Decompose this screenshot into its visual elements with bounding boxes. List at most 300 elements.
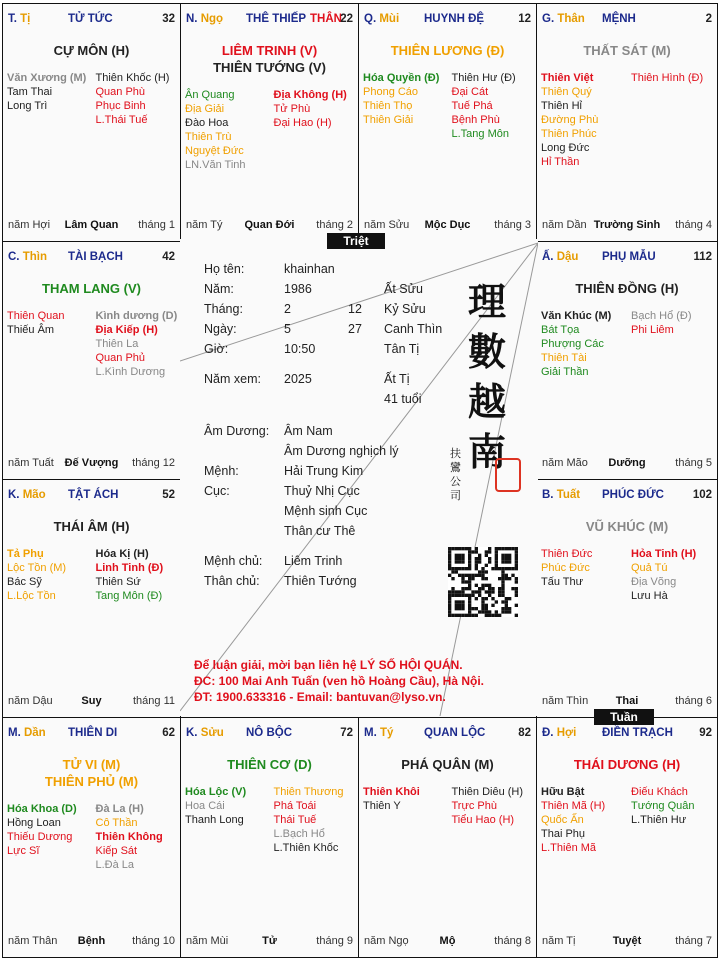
branch-name: Ngọ xyxy=(200,13,224,25)
trang-sinh-phase: Bệnh xyxy=(77,935,106,947)
main-star: VŨ KHÚC (M) xyxy=(585,519,669,534)
minor-star: Đường Phù xyxy=(541,114,599,126)
palace-cell-than[interactable] xyxy=(536,3,718,242)
main-stars xyxy=(181,42,358,76)
minor-star: Thiên Thọ xyxy=(363,100,413,112)
can-chi-value: Canh Thìn xyxy=(384,322,443,336)
info-value: Âm Nam xyxy=(284,424,333,438)
nguyet-han-month: tháng 11 xyxy=(132,695,175,707)
minor-star: Tướng Quân xyxy=(631,800,695,812)
palace-cell-ti[interactable] xyxy=(2,3,181,242)
minor-star: Thiên Quan xyxy=(7,310,65,322)
tieu-han-year: năm Dậu xyxy=(8,695,53,707)
minor-star: Phượng Các xyxy=(541,338,604,350)
branch-name: Tý xyxy=(379,727,394,739)
tieu-han-year: năm Dần xyxy=(542,219,587,231)
info-value: 2 xyxy=(284,302,291,316)
info-value: Thân cư Thê xyxy=(284,524,356,538)
palace-name: QUAN LỘC xyxy=(424,727,486,739)
info-value: 2025 xyxy=(284,372,312,386)
than-marker: THÂN xyxy=(310,13,342,25)
palace-header xyxy=(364,727,531,743)
dai-han-age: 82 xyxy=(518,727,531,739)
calligraphy-char: 理 xyxy=(468,279,507,324)
minor-star: Tang Môn (Đ) xyxy=(95,590,163,602)
minor-star: Tấu Thư xyxy=(541,576,584,588)
stem-label: K. xyxy=(8,489,20,501)
minor-star: Tả Phụ xyxy=(7,548,44,560)
nguyet-han-month: tháng 7 xyxy=(675,935,712,947)
minor-star: Hồng Loan xyxy=(7,817,61,829)
minor-star: Thiên Quý xyxy=(541,86,592,98)
main-star: THIÊN LƯƠNG (Đ) xyxy=(390,43,505,58)
minor-star: Đà La (H) xyxy=(95,803,144,815)
minor-stars-right xyxy=(270,88,355,130)
contact-line: ĐC: 100 Mai Anh Tuấn (ven hồ Hoàng Cầu), Hà Nội. xyxy=(194,674,485,688)
minor-star: Đại Cát xyxy=(451,86,489,98)
minor-star: Điếu Khách xyxy=(631,786,688,798)
minor-star: Long Trì xyxy=(7,100,48,112)
palace-footer xyxy=(364,935,531,949)
tieu-han-year: năm Hợi xyxy=(8,219,51,231)
minor-star: L.Lộc Tồn xyxy=(7,590,56,602)
branch-label xyxy=(542,489,580,501)
palace-footer xyxy=(364,219,531,233)
nguyet-han-month: tháng 4 xyxy=(675,219,712,231)
palace-header xyxy=(542,13,712,29)
main-stars xyxy=(3,280,180,297)
tieu-han-year: năm Ngọ xyxy=(364,935,409,947)
branch-name: Mão xyxy=(22,489,46,501)
main-star: THIÊN CƠ (D) xyxy=(227,757,312,772)
palace-cell-mui[interactable] xyxy=(358,3,537,242)
minor-star: Giải Thần xyxy=(541,366,589,378)
calligraphy-char: 數 xyxy=(468,329,507,374)
palace-footer xyxy=(8,935,175,949)
info-label: Thân chủ: xyxy=(204,574,260,588)
trang-sinh-phase: Suy xyxy=(81,695,102,707)
minor-star: Văn Xương (M) xyxy=(7,72,87,84)
palace-name: THÊ THIẾP xyxy=(246,13,307,25)
palace-footer xyxy=(542,935,712,949)
info-label: Họ tên: xyxy=(204,262,245,276)
minor-stars-left xyxy=(541,309,627,379)
dai-han-age: 72 xyxy=(340,727,353,739)
trang-sinh-phase: Mộc Dục xyxy=(424,219,471,231)
minor-star: Thiên Y xyxy=(363,800,401,812)
minor-star: Quốc Ấn xyxy=(541,814,584,826)
trang-sinh-phase: Mộ xyxy=(439,935,456,947)
tieu-han-year: năm Thân xyxy=(8,935,58,947)
dai-han-age: 32 xyxy=(162,13,175,25)
palace-cell-mao[interactable] xyxy=(2,479,181,718)
minor-star: Bạch Hổ (Đ) xyxy=(631,310,692,322)
minor-star: Tam Thai xyxy=(7,86,53,98)
minor-star: Thiên Trù xyxy=(185,131,232,143)
minor-star: Tiểu Hao (H) xyxy=(451,814,515,826)
minor-star: Hóa Lộc (V) xyxy=(185,786,247,798)
palace-footer xyxy=(186,219,353,233)
minor-stars-left xyxy=(541,71,627,169)
palace-footer xyxy=(542,695,712,709)
branch-label xyxy=(8,727,46,739)
main-star: CỰ MÔN (H) xyxy=(53,43,130,58)
minor-star: Kình dương (D) xyxy=(95,310,178,322)
stem-label: B. xyxy=(542,489,554,501)
nguyet-han-month: tháng 2 xyxy=(316,219,353,231)
palace-name: HUYNH ĐỆ xyxy=(424,13,485,25)
info-label: Năm xem: xyxy=(204,372,261,386)
minor-star: Thiên Sứ xyxy=(95,576,141,588)
minor-star: Địa Kiếp (H) xyxy=(95,324,158,336)
tieu-han-year: năm Thìn xyxy=(542,695,589,707)
branch-label xyxy=(364,727,393,739)
seal-text: 扶 鸞 公 司 xyxy=(450,447,461,502)
main-star: THẤT SÁT (M) xyxy=(583,43,671,58)
minor-star: Hóa Kị (H) xyxy=(95,548,149,560)
minor-star: Kiếp Sát xyxy=(95,845,138,857)
palace-name: TÀI BẠCH xyxy=(68,251,123,263)
palace-footer xyxy=(542,219,712,233)
minor-star: L.Kình Dương xyxy=(95,366,166,378)
minor-star: Văn Khúc (M) xyxy=(541,310,612,322)
minor-star: L.Thiên Mã xyxy=(541,842,597,854)
minor-star: L.Bạch Hổ xyxy=(273,828,325,840)
palace-name: THIÊN DI xyxy=(68,727,118,739)
info-value: 1986 xyxy=(284,282,312,296)
trang-sinh-phase: Thai xyxy=(615,695,639,707)
minor-star: Thanh Long xyxy=(185,814,244,826)
main-stars xyxy=(537,518,717,535)
minor-star: Thiên Hỉ xyxy=(541,100,582,112)
palace-footer xyxy=(542,457,712,471)
minor-stars-left xyxy=(185,785,270,827)
minor-star: Thiên Hình (Đ) xyxy=(631,72,704,84)
minor-star: LN.Văn Tinh xyxy=(185,159,246,171)
minor-stars-left xyxy=(185,88,270,172)
palace-name: PHÚC ĐỨC xyxy=(602,489,664,501)
info-label: Mệnh: xyxy=(204,464,239,478)
minor-stars-right xyxy=(92,309,177,379)
info-value: Liêm Trinh xyxy=(284,554,343,568)
info-value: Âm Dương nghịch lý xyxy=(284,444,399,458)
main-star: TỬ VI (M) xyxy=(62,757,121,772)
minor-star: Thiên Khôi xyxy=(363,786,420,798)
info-label: Cục: xyxy=(204,484,230,498)
stem-label: Ấ. xyxy=(542,251,554,263)
lunar-value: 27 xyxy=(348,322,362,336)
dai-han-age: 92 xyxy=(699,727,712,739)
palace-name: ĐIỀN TRẠCH xyxy=(602,727,673,739)
palace-cell-ty[interactable] xyxy=(358,717,537,958)
can-chi-value: Ất Sửu xyxy=(384,282,423,296)
minor-stars-right xyxy=(92,802,177,872)
nguyet-han-month: tháng 10 xyxy=(132,935,175,947)
minor-star: Quả Tú xyxy=(631,562,668,574)
triet-marker: Triệt xyxy=(327,233,385,249)
minor-stars-left xyxy=(7,71,92,113)
trang-sinh-phase: Dưỡng xyxy=(608,457,646,469)
minor-stars-right xyxy=(627,71,713,85)
contact-line: Để luận giải, mời bạn liên hệ LÝ SỐ HỘI QUÁN. xyxy=(194,658,463,672)
palace-header xyxy=(186,727,353,743)
minor-star: Long Đức xyxy=(541,142,590,154)
minor-star: L.Thiên Hư xyxy=(631,814,687,826)
minor-stars-right xyxy=(270,785,355,855)
minor-star: L.Đà La xyxy=(95,859,135,871)
minor-stars-left xyxy=(363,785,448,813)
trang-sinh-phase: Tử xyxy=(262,935,277,947)
minor-star: Quan Phủ xyxy=(95,352,146,364)
palace-header xyxy=(542,727,712,743)
lunar-value: 12 xyxy=(348,302,362,316)
dai-han-age: 12 xyxy=(518,13,531,25)
main-star: THAM LANG (V) xyxy=(42,281,141,296)
nguyet-han-month: tháng 1 xyxy=(138,219,175,231)
nguyet-han-month: tháng 6 xyxy=(675,695,712,707)
info-value: khainhan xyxy=(284,262,335,276)
branch-label xyxy=(542,251,578,263)
trang-sinh-phase: Lâm Quan xyxy=(64,219,119,231)
palace-header xyxy=(186,13,353,29)
minor-stars-left xyxy=(7,547,92,603)
minor-stars-right xyxy=(92,71,177,127)
calligraphy-logo xyxy=(468,277,518,477)
minor-star: Thiên Đức xyxy=(541,548,593,560)
palace-cell-dan[interactable] xyxy=(2,717,181,958)
main-stars xyxy=(3,42,180,59)
qr-code[interactable] xyxy=(448,547,518,617)
minor-star: Thiên Việt xyxy=(541,72,594,84)
stem-label: Đ. xyxy=(542,727,554,739)
branch-label xyxy=(364,13,399,25)
main-stars xyxy=(537,42,717,59)
info-label: Năm: xyxy=(204,282,234,296)
minor-star: Thiên Phúc xyxy=(541,128,597,140)
palace-name: MỆNH xyxy=(602,13,636,25)
main-star: THÁI DƯƠNG (H) xyxy=(573,757,681,772)
palace-header xyxy=(542,489,712,505)
main-stars xyxy=(181,756,358,773)
minor-star: Phá Toái xyxy=(273,800,317,812)
stem-label: T. xyxy=(8,13,17,25)
branch-label xyxy=(8,489,46,501)
minor-star: Hỏa Tinh (H) xyxy=(631,548,697,560)
tieu-han-year: năm Mão xyxy=(542,457,588,469)
stem-label: K. xyxy=(186,727,198,739)
minor-star: Hóa Quyền (Đ) xyxy=(363,72,440,84)
main-star: THIÊN TƯỚNG (V) xyxy=(213,60,326,75)
branch-label xyxy=(8,251,47,263)
stem-label: Q. xyxy=(364,13,377,25)
palace-cell-thin[interactable] xyxy=(2,241,181,480)
dai-han-age: 102 xyxy=(692,489,712,501)
palace-name: NÔ BỘC xyxy=(246,727,292,739)
main-stars xyxy=(359,42,536,59)
minor-star: Tử Phù xyxy=(273,103,311,115)
minor-star: Thiếu Âm xyxy=(7,324,55,336)
main-star: THIÊN ĐỒNG (H) xyxy=(575,281,679,296)
minor-star: Phục Binh xyxy=(95,100,146,112)
minor-star: Tuế Phá xyxy=(451,100,493,112)
contact-line: ĐT: 1900.633316 - Email: bantuvan@lyso.vn. xyxy=(194,690,446,704)
info-value: Thiên Tướng xyxy=(284,574,357,588)
minor-star: Thiên Thương xyxy=(273,786,344,798)
trang-sinh-phase: Trường Sinh xyxy=(593,219,661,231)
branch-name: Dần xyxy=(23,727,46,739)
dai-han-age: 42 xyxy=(162,251,175,263)
trang-sinh-phase: Tuyệt xyxy=(612,935,642,947)
info-label: Giờ: xyxy=(204,342,229,356)
branch-label xyxy=(542,727,576,739)
minor-stars-right xyxy=(448,71,533,141)
branch-label xyxy=(542,13,585,25)
main-stars xyxy=(537,756,717,773)
dai-han-age: 22 xyxy=(340,13,353,25)
palace-cell-hoi[interactable] xyxy=(536,717,718,958)
minor-star: L.Tang Môn xyxy=(451,128,509,140)
minor-star: Thiên Không xyxy=(95,831,163,843)
minor-star: Hóa Khoa (D) xyxy=(7,803,77,815)
calligraphy-char: 越 xyxy=(468,379,507,424)
dai-han-age: 112 xyxy=(693,251,712,263)
palace-footer xyxy=(186,935,353,949)
age-value: 41 tuổi xyxy=(384,392,422,406)
minor-star: Bác Sỹ xyxy=(7,576,42,588)
palace-header xyxy=(8,251,175,267)
branch-label xyxy=(186,13,223,25)
tieu-han-year: năm Tý xyxy=(186,219,223,231)
contact-info xyxy=(194,657,534,705)
info-value: Thuỷ Nhị Cục xyxy=(284,484,360,498)
stem-label: G. xyxy=(542,13,555,25)
palace-cell-suu[interactable] xyxy=(180,717,359,958)
branch-name: Mùi xyxy=(379,13,400,25)
can-chi-value: Tân Tị xyxy=(384,342,420,356)
branch-name: Dậu xyxy=(556,251,579,263)
minor-stars-right xyxy=(627,309,713,337)
minor-star: Hỉ Thần xyxy=(541,156,580,168)
main-star: PHÁ QUÂN (M) xyxy=(401,757,494,772)
trang-sinh-phase: Đế Vượng xyxy=(64,457,119,469)
minor-star: Đại Hao (H) xyxy=(273,117,332,129)
minor-star: Thai Phụ xyxy=(541,828,586,840)
main-stars xyxy=(359,756,536,773)
main-star: LIÊM TRINH (V) xyxy=(221,43,318,58)
can-chi-value: Kỷ Sửu xyxy=(384,302,426,316)
minor-star: Linh Tinh (Đ) xyxy=(95,562,164,574)
dai-han-age: 62 xyxy=(162,727,175,739)
minor-star: Ân Quang xyxy=(185,89,235,101)
info-value: 5 xyxy=(284,322,291,336)
info-label: Tháng: xyxy=(204,302,243,316)
branch-label xyxy=(186,727,224,739)
tieu-han-year: năm Tị xyxy=(542,935,576,947)
palace-name: TỬ TỨC xyxy=(68,13,113,25)
calligraphy-char: 南 xyxy=(468,429,507,474)
minor-star: Thiên Khốc (H) xyxy=(95,72,170,84)
minor-stars-left xyxy=(7,309,92,337)
minor-star: Phúc Đức xyxy=(541,562,590,574)
stem-label: N. xyxy=(186,13,198,25)
minor-star: Trực Phù xyxy=(451,800,497,812)
branch-name: Tị xyxy=(20,13,31,25)
palace-header xyxy=(364,13,531,29)
minor-stars-left xyxy=(7,802,92,858)
palace-header xyxy=(8,489,175,505)
minor-star: L.Thái Tuế xyxy=(95,114,148,126)
minor-stars-right xyxy=(627,785,713,827)
minor-stars-left xyxy=(541,785,627,855)
minor-star: Lộc Tồn (M) xyxy=(7,562,67,574)
minor-star: L.Thiên Khốc xyxy=(273,842,339,854)
minor-star: Phi Liêm xyxy=(631,324,674,336)
minor-stars-right xyxy=(92,547,177,603)
nguyet-han-month: tháng 3 xyxy=(494,219,531,231)
dai-han-age: 2 xyxy=(705,13,712,25)
palace-cell-ngo[interactable] xyxy=(180,3,359,242)
info-value: Mệnh sinh Cục xyxy=(284,504,368,518)
minor-star: Thiên Tài xyxy=(541,352,587,364)
branch-name: Thìn xyxy=(22,251,47,263)
dai-han-age: 52 xyxy=(162,489,175,501)
minor-star: Địa Giải xyxy=(185,103,225,115)
main-star: THIÊN PHỦ (M) xyxy=(44,774,139,789)
seal-stamp xyxy=(495,458,521,492)
stem-label: M. xyxy=(364,727,377,739)
minor-star: Bát Tọa xyxy=(541,324,580,336)
minor-star: Hữu Bật xyxy=(541,786,585,798)
main-stars xyxy=(3,756,180,790)
branch-name: Thân xyxy=(557,13,585,25)
stem-label: M. xyxy=(8,727,21,739)
minor-star: Lưu Hà xyxy=(631,590,668,602)
tieu-han-year: năm Sửu xyxy=(364,219,410,231)
nguyet-han-month: tháng 9 xyxy=(316,935,353,947)
tuan-marker: Tuần xyxy=(594,709,654,725)
palace-cell-tuat[interactable] xyxy=(536,479,718,718)
center-info-panel xyxy=(180,239,538,716)
info-value: 10:50 xyxy=(284,342,316,356)
tieu-han-year: năm Mùi xyxy=(186,935,229,947)
palace-header xyxy=(8,727,175,743)
palace-cell-dau[interactable] xyxy=(536,241,718,480)
info-label: Ngày: xyxy=(204,322,237,336)
minor-stars-right xyxy=(627,547,713,603)
palace-name: TẬT ÁCH xyxy=(68,489,119,501)
minor-stars-left xyxy=(363,71,448,127)
tieu-han-year: năm Tuất xyxy=(8,457,54,469)
minor-star: Thiên Giải xyxy=(363,114,414,126)
main-star: THÁI ÂM (H) xyxy=(53,519,130,534)
palace-footer xyxy=(8,695,175,709)
minor-star: Thiếu Dương xyxy=(7,831,73,843)
minor-star: Thiên Diêu (H) xyxy=(451,786,524,798)
info-label: Mệnh chủ: xyxy=(204,554,263,568)
minor-star: Lực Sĩ xyxy=(7,845,40,857)
trang-sinh-phase: Quan Đới xyxy=(244,219,295,231)
palace-footer xyxy=(8,457,175,471)
nguyet-han-month: tháng 5 xyxy=(675,457,712,469)
branch-label xyxy=(8,13,30,25)
can-chi-value: Ất Tị xyxy=(384,372,410,386)
palace-header xyxy=(542,251,712,267)
minor-star: Quan Phù xyxy=(95,86,146,98)
minor-star: Cô Thần xyxy=(95,817,138,829)
minor-star: Đào Hoa xyxy=(185,117,229,129)
minor-star: Nguyệt Đức xyxy=(185,145,244,157)
main-stars xyxy=(3,518,180,535)
